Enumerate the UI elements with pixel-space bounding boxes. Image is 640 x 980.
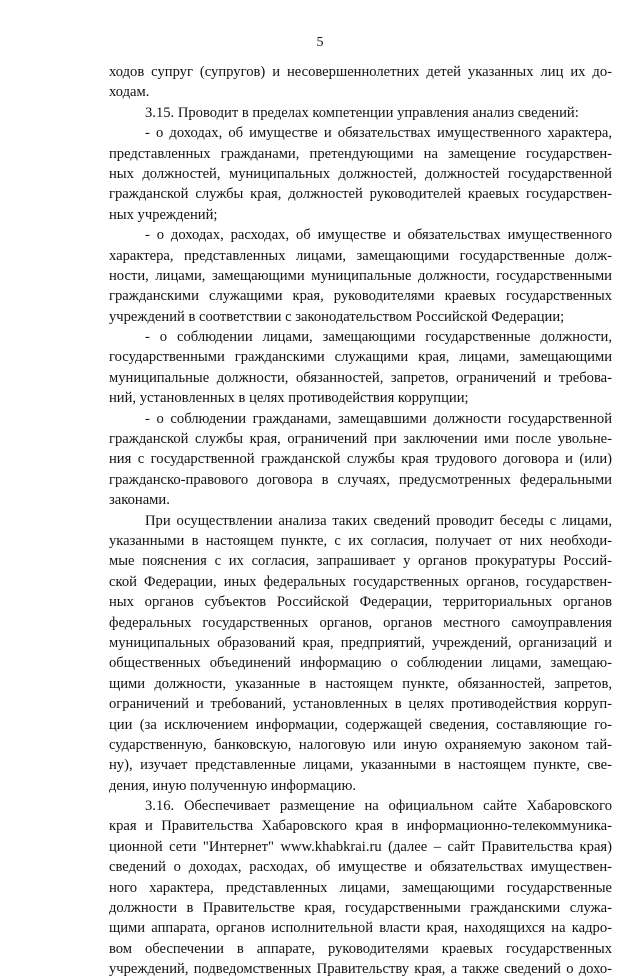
text-line: - о соблюдении лицами, замещающими государственные должности, [145,329,612,346]
text-line: гражданской службы края, должностей руководителей краевых государствен- [109,186,612,203]
text-line: ных учреждений; [109,206,218,223]
text-line: ограничений и требований, установленных в целях противодействия корруп- [109,696,612,713]
text-line: сведений о доходах, расходах, об имуществе и обязательствах имуществен- [109,859,612,876]
text-line: края и Правительства Хабаровского края в информационно-телекоммуника- [109,818,612,835]
text-line: дения, иную полученную информацию. [109,777,357,794]
text-line: сударственную, банковскую, налоговую или иную охраняемую законом тай- [109,736,612,753]
text-line: представленных гражданами, претендующими на замещение государствен- [109,145,612,162]
text-line: характера, представленных лицами, замещающими государственные долж- [109,247,612,264]
text-line: - о соблюдении гражданами, замещавшими должности государственной [145,410,612,427]
text-line: 3.15. Проводит в пределах компетенции управления анализ сведений: [145,104,579,121]
text-line: законами. [109,492,170,509]
text-line: ходов супруг (супругов) и несовершеннолетних детей указанных лиц их до- [109,64,612,80]
page-number: 5 [316,35,324,50]
text-line: щими аппарата, органов исполнительной власти края, находящихся на кадро- [109,920,612,937]
document-body [109,62,612,980]
text-line: ну), изучает представленные лицами, указанными в настоящем пункте, све- [109,757,612,774]
text-line: муниципальные должности, обязанностей, запретов, ограничений и требова- [109,369,612,386]
text-line: ных органов субъектов Российской Федерации, территориальных органов [109,594,612,611]
text-line: ния с государственной гражданской службы края трудового договора и (или) [109,451,612,468]
text-line: гражданской службы края, ограничений при заключении ими после увольне- [109,431,612,448]
text-line: вом обеспечении в аппарате, руководителями краевых государственных [109,940,612,957]
text-line: - о доходах, об имуществе и обязательствах имущественного характера, [145,125,612,142]
text-line: учреждений в соответствии с законодательством Российской Федерации; [109,308,565,325]
text-line: муниципальных образований края, предприятий, учреждений, организаций и [109,634,612,651]
text-line: ционной сети "Интернет" www.khabkrai.ru (далее – сайт Правительства края) [109,838,612,855]
text-line: При осуществлении анализа таких сведений проводит беседы с лицами, [145,512,612,529]
text-line: мые пояснения с их согласия, запрашивает у органов прокуратуры Россий- [109,553,612,570]
text-line: общественных объединений информацию о соблюдении лицами, замещаю- [109,655,612,672]
text-line: указанными в настоящем пункте, с их согласия, получает от них необходи- [109,532,612,549]
text-line: учреждений, подведомственных Правительству края, а также сведений о дохо- [109,961,612,978]
text-line: ного характера, представленных лицами, замещающими государственные [109,879,612,896]
text-line: ходам. [109,84,150,101]
text-line: государственными гражданскими служащими края, лицами, замещающими [109,349,612,366]
text-line: 3.16. Обеспечивает размещение на официальном сайте Хабаровского [145,798,612,815]
text-line: ных должностей, муниципальных должностей, должностей государственной [109,165,612,182]
text-line: федеральных государственных органов, органов местного самоуправления [109,614,612,631]
text-line: гражданско-правового договора в случаях, предусмотренных федеральными [109,471,612,488]
text-line: ции (за исключением информации, содержащей сведения, составляющие го- [109,716,612,733]
text-line: ний, установленных в целях противодействия коррупции; [109,390,469,407]
text-line: - о доходах, расходах, об имуществе и обязательствах имущественного [145,227,612,244]
text-line: должности в Правительстве края, государственными гражданскими служа- [109,900,612,917]
text-line: ности, лицами, замещающими муниципальные должности, государственными [109,267,612,284]
text-line: гражданскими служащими края, руководителями краевых государственных [109,288,612,305]
text-line: ской Федерации, иных федеральных государственных органов, государствен- [109,573,612,590]
text-line: щими должности, указанные в настоящем пункте, обязанностей, запретов, [109,675,612,692]
